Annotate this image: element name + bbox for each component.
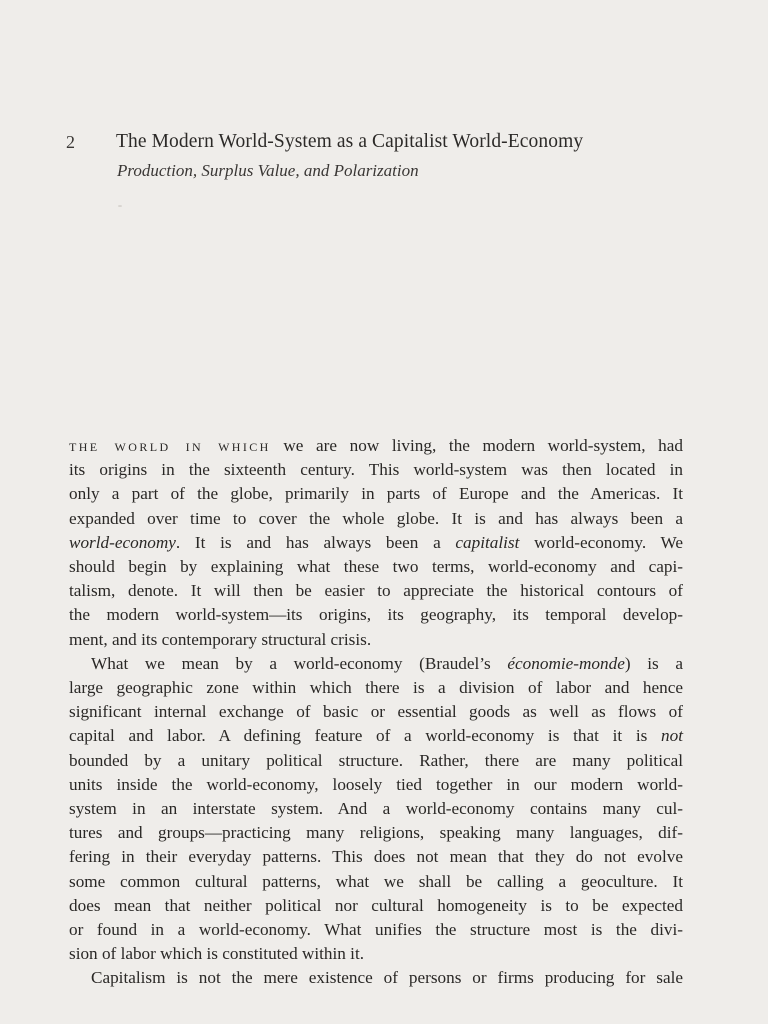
text-line: or found in a world-economy. What unifies the structure most is the divi- — [69, 920, 683, 940]
body-text — [69, 434, 683, 991]
lead-in-small-caps: the world in which — [69, 436, 271, 455]
emphasis-world-economy: world-economy — [69, 532, 176, 552]
text-line: significant internal exchange of basic or essential goods as well as flows of — [69, 702, 683, 722]
text-line: capital and labor. A defining feature of a world-economy is that it is not — [69, 726, 683, 746]
text-line: Capitalism is not the mere existence of persons or firms producing for sale — [91, 968, 683, 988]
text-line: units inside the world-economy, loosely tied together in our modern world- — [69, 774, 683, 794]
chapter-number: 2 — [66, 132, 75, 152]
text-line: the world in which we are now living, the modern world-system, had — [69, 436, 683, 455]
text-line: tures and groups—practicing many religions, speaking many languages, dif- — [69, 823, 683, 843]
text-line: system in an interstate system. And a world-economy contains many cul- — [69, 799, 683, 819]
text-line: large geographic zone within which there is a division of labor and hence — [69, 678, 683, 698]
paragraph-1 — [69, 434, 683, 652]
text-line: only a part of the globe, primarily in parts of Europe and the Americas. It — [69, 484, 683, 504]
text-line: should begin by explaining what these two terms, world-economy and capi- — [69, 557, 683, 577]
text-line: does mean that neither political nor cultural homogeneity is to be expected — [69, 895, 683, 915]
text-line: the modern world-system—its origins, its geography, its temporal develop- — [69, 605, 683, 625]
paragraph-3 — [69, 966, 683, 990]
text-line: sion of labor which is constituted within it. — [69, 944, 365, 964]
text-line: expanded over time to cover the whole globe. It is and has always been a — [69, 508, 683, 528]
text-line: ment, and its contemporary structural crisis. — [69, 629, 372, 649]
chapter-title: The Modern World-System as a Capitalist World-Economy — [116, 131, 584, 152]
text-line: fering in their everyday patterns. This does not mean that they do not evolve — [69, 847, 683, 867]
text-line: bounded by a unitary political structure. Rather, there are many political — [69, 750, 683, 770]
paragraph-2 — [69, 652, 683, 967]
text-line: What we mean by a world-economy (Braudel’s économie-monde) is a — [91, 653, 683, 673]
text-line: some common cultural patterns, what we shall be calling a geoculture. It — [69, 871, 683, 891]
text-line: its origins in the sixteenth century. This world-system was then located in — [69, 460, 683, 480]
chapter-subtitle: Production, Surplus Value, and Polarization — [117, 161, 419, 180]
paper-speck — [118, 205, 122, 207]
emphasis-economie-monde: économie-monde — [507, 653, 625, 673]
emphasis-capitalist: capitalist — [455, 532, 520, 552]
text-line: talism, denote. It will then be easier to appreciate the historical contours of — [69, 581, 683, 601]
emphasis-not: not — [661, 726, 683, 746]
text-line: world-economy. It is and has always been a capitalist world-economy. We — [69, 532, 683, 552]
